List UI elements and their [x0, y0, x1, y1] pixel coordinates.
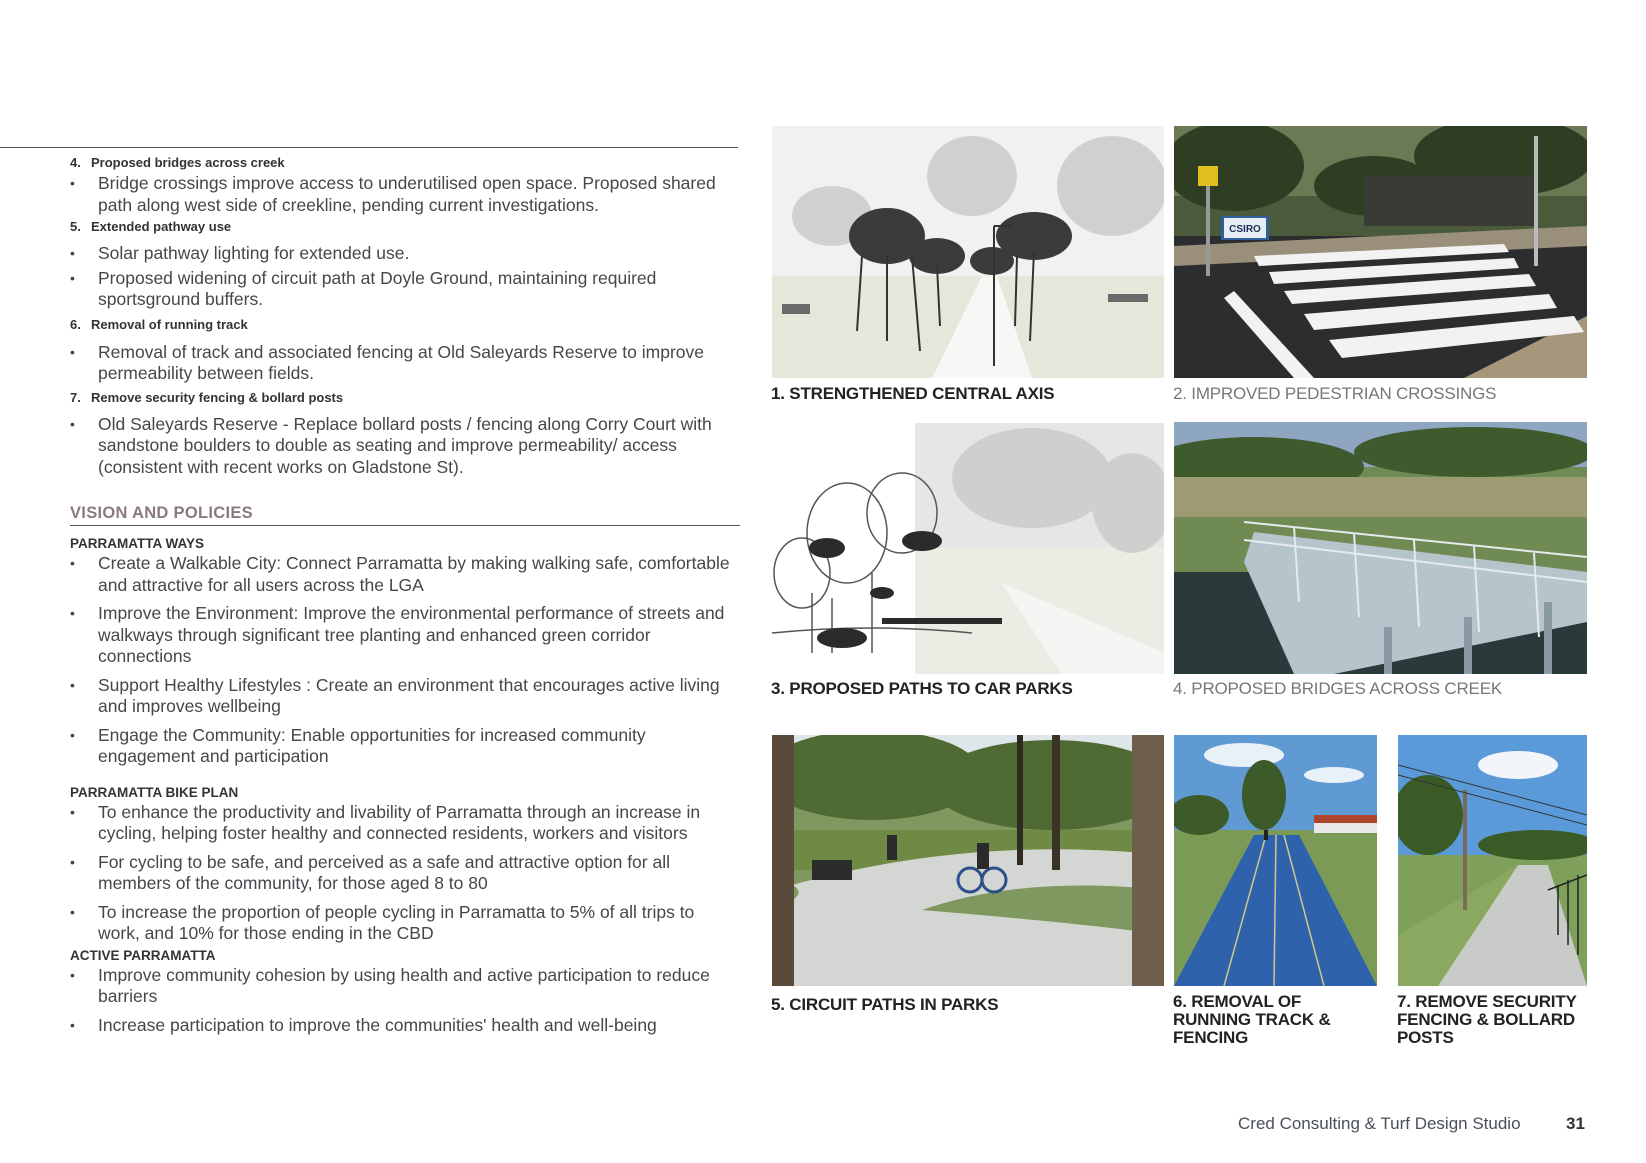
footer-brand: Cred Consulting & Turf Design Studio: [1238, 1114, 1521, 1133]
list-item: • Increase participation to improve the communities' health and well-being: [70, 1015, 740, 1037]
caption-7: 7. REMOVE SECURITY FENCING & BOLLARD POSTS: [1397, 992, 1577, 1047]
item-4: 4. Proposed bridges across creek • Bridge crossings improve access to underutilised open space. Proposed shared path along west side of creekline, pending current investigations.: [70, 154, 740, 216]
subsection-heading: PARRAMATTA WAYS: [70, 536, 204, 551]
section-title: VISION AND POLICIES: [70, 502, 740, 526]
photo-bridge-creek: [1174, 422, 1587, 674]
list-item: • Proposed widening of circuit path at Doyle Ground, maintaining required sportsground buffers.: [70, 268, 740, 311]
list-item: • Solar pathway lighting for extended use.: [70, 243, 740, 265]
list-item: • To increase the proportion of people cycling in Parramatta to 5% of all trips to work, and 10% for those ending in the CBD: [70, 902, 740, 945]
caption-4: 4. PROPOSED BRIDGES ACROSS CREEK: [1173, 679, 1502, 698]
item-heading: Removal of running track: [91, 316, 248, 332]
sign-text: CSIRO: [1229, 224, 1261, 235]
list-item: • To enhance the productivity and livability of Parramatta through an increase in cycling, helping foster healthy and connected residents, workers and visitors: [70, 802, 740, 845]
item-5: 5. Extended pathway use • Solar pathway lighting for extended use. • Proposed widening of circuit path at Doyle Ground, maintaining required sportsground buffers.: [70, 218, 740, 311]
list-item: • Create a Walkable City: Connect Parramatta by making walking safe, comfortable and attractive for all users across the LGA: [70, 553, 740, 596]
list-item: • Improve community cohesion by using health and active participation to reduce barriers: [70, 965, 740, 1008]
item-heading: Remove security fencing & bollard posts: [91, 389, 344, 405]
caption-1: 1. STRENGTHENED CENTRAL AXIS: [771, 384, 1055, 403]
list-item: • Support Healthy Lifestyles : Create an environment that encourages active living and improves wellbeing: [70, 675, 740, 718]
top-rule: [0, 147, 738, 148]
list-item: • Removal of track and associated fencing at Old Saleyards Reserve to improve permeability between fields.: [70, 342, 740, 385]
photo-central-axis: [772, 126, 1164, 378]
caption-6: 6. REMOVAL OF RUNNING TRACK & FENCING: [1173, 992, 1331, 1047]
list-item: • Old Saleyards Reserve - Replace bollard posts / fencing along Corry Court with sandstone boulders to double as seating and improve permeability/ access (consistent with recent works on Gladstone St).: [70, 414, 740, 479]
photo-security-fencing: [1398, 735, 1587, 986]
item-heading: Proposed bridges across creek: [91, 155, 285, 170]
photo-circuit-paths: [772, 735, 1164, 986]
caption-3: 3. PROPOSED PATHS TO CAR PARKS: [771, 679, 1073, 698]
list-item: • Engage the Community: Enable opportunities for increased community engagement and participation: [70, 725, 740, 768]
item-heading: Extended pathway use: [91, 219, 232, 234]
subsection-heading: PARRAMATTA BIKE PLAN: [70, 784, 239, 800]
list-item: • Improve the Environment: Improve the environmental performance of streets and walkways through significant tree planting and enhanced green corridor connections: [70, 603, 740, 668]
caption-2: 2. IMPROVED PEDESTRIAN CROSSINGS: [1173, 384, 1497, 403]
item-7: 7. Remove security fencing & bollard posts • Old Saleyards Reserve - Replace bollard posts / fencing along Corry Court with sandstone boulders to double as seating and improve permeability/ access (consistent with recent works on Gladstone St).: [70, 389, 740, 479]
page-number: 31: [1566, 1114, 1585, 1133]
list-item: • For cycling to be safe, and perceived as a safe and attractive option for all members of the community, for those aged 8 to 80: [70, 852, 740, 895]
item-6: 6. Removal of running track • Removal of track and associated fencing at Old Saleyards Reserve to improve permeability between fields.: [70, 316, 740, 385]
subsection-heading: ACTIVE PARRAMATTA: [70, 947, 216, 963]
photo-running-track: [1174, 735, 1377, 986]
left-column: [70, 154, 740, 1043]
caption-5: 5. CIRCUIT PATHS IN PARKS: [771, 995, 999, 1014]
photo-pedestrian-crossing: [1174, 126, 1587, 378]
list-item: • Bridge crossings improve access to underutilised open space. Proposed shared path along west side of creekline, pending current investigations.: [70, 173, 740, 216]
photo-paths-car-parks: [772, 423, 1164, 674]
